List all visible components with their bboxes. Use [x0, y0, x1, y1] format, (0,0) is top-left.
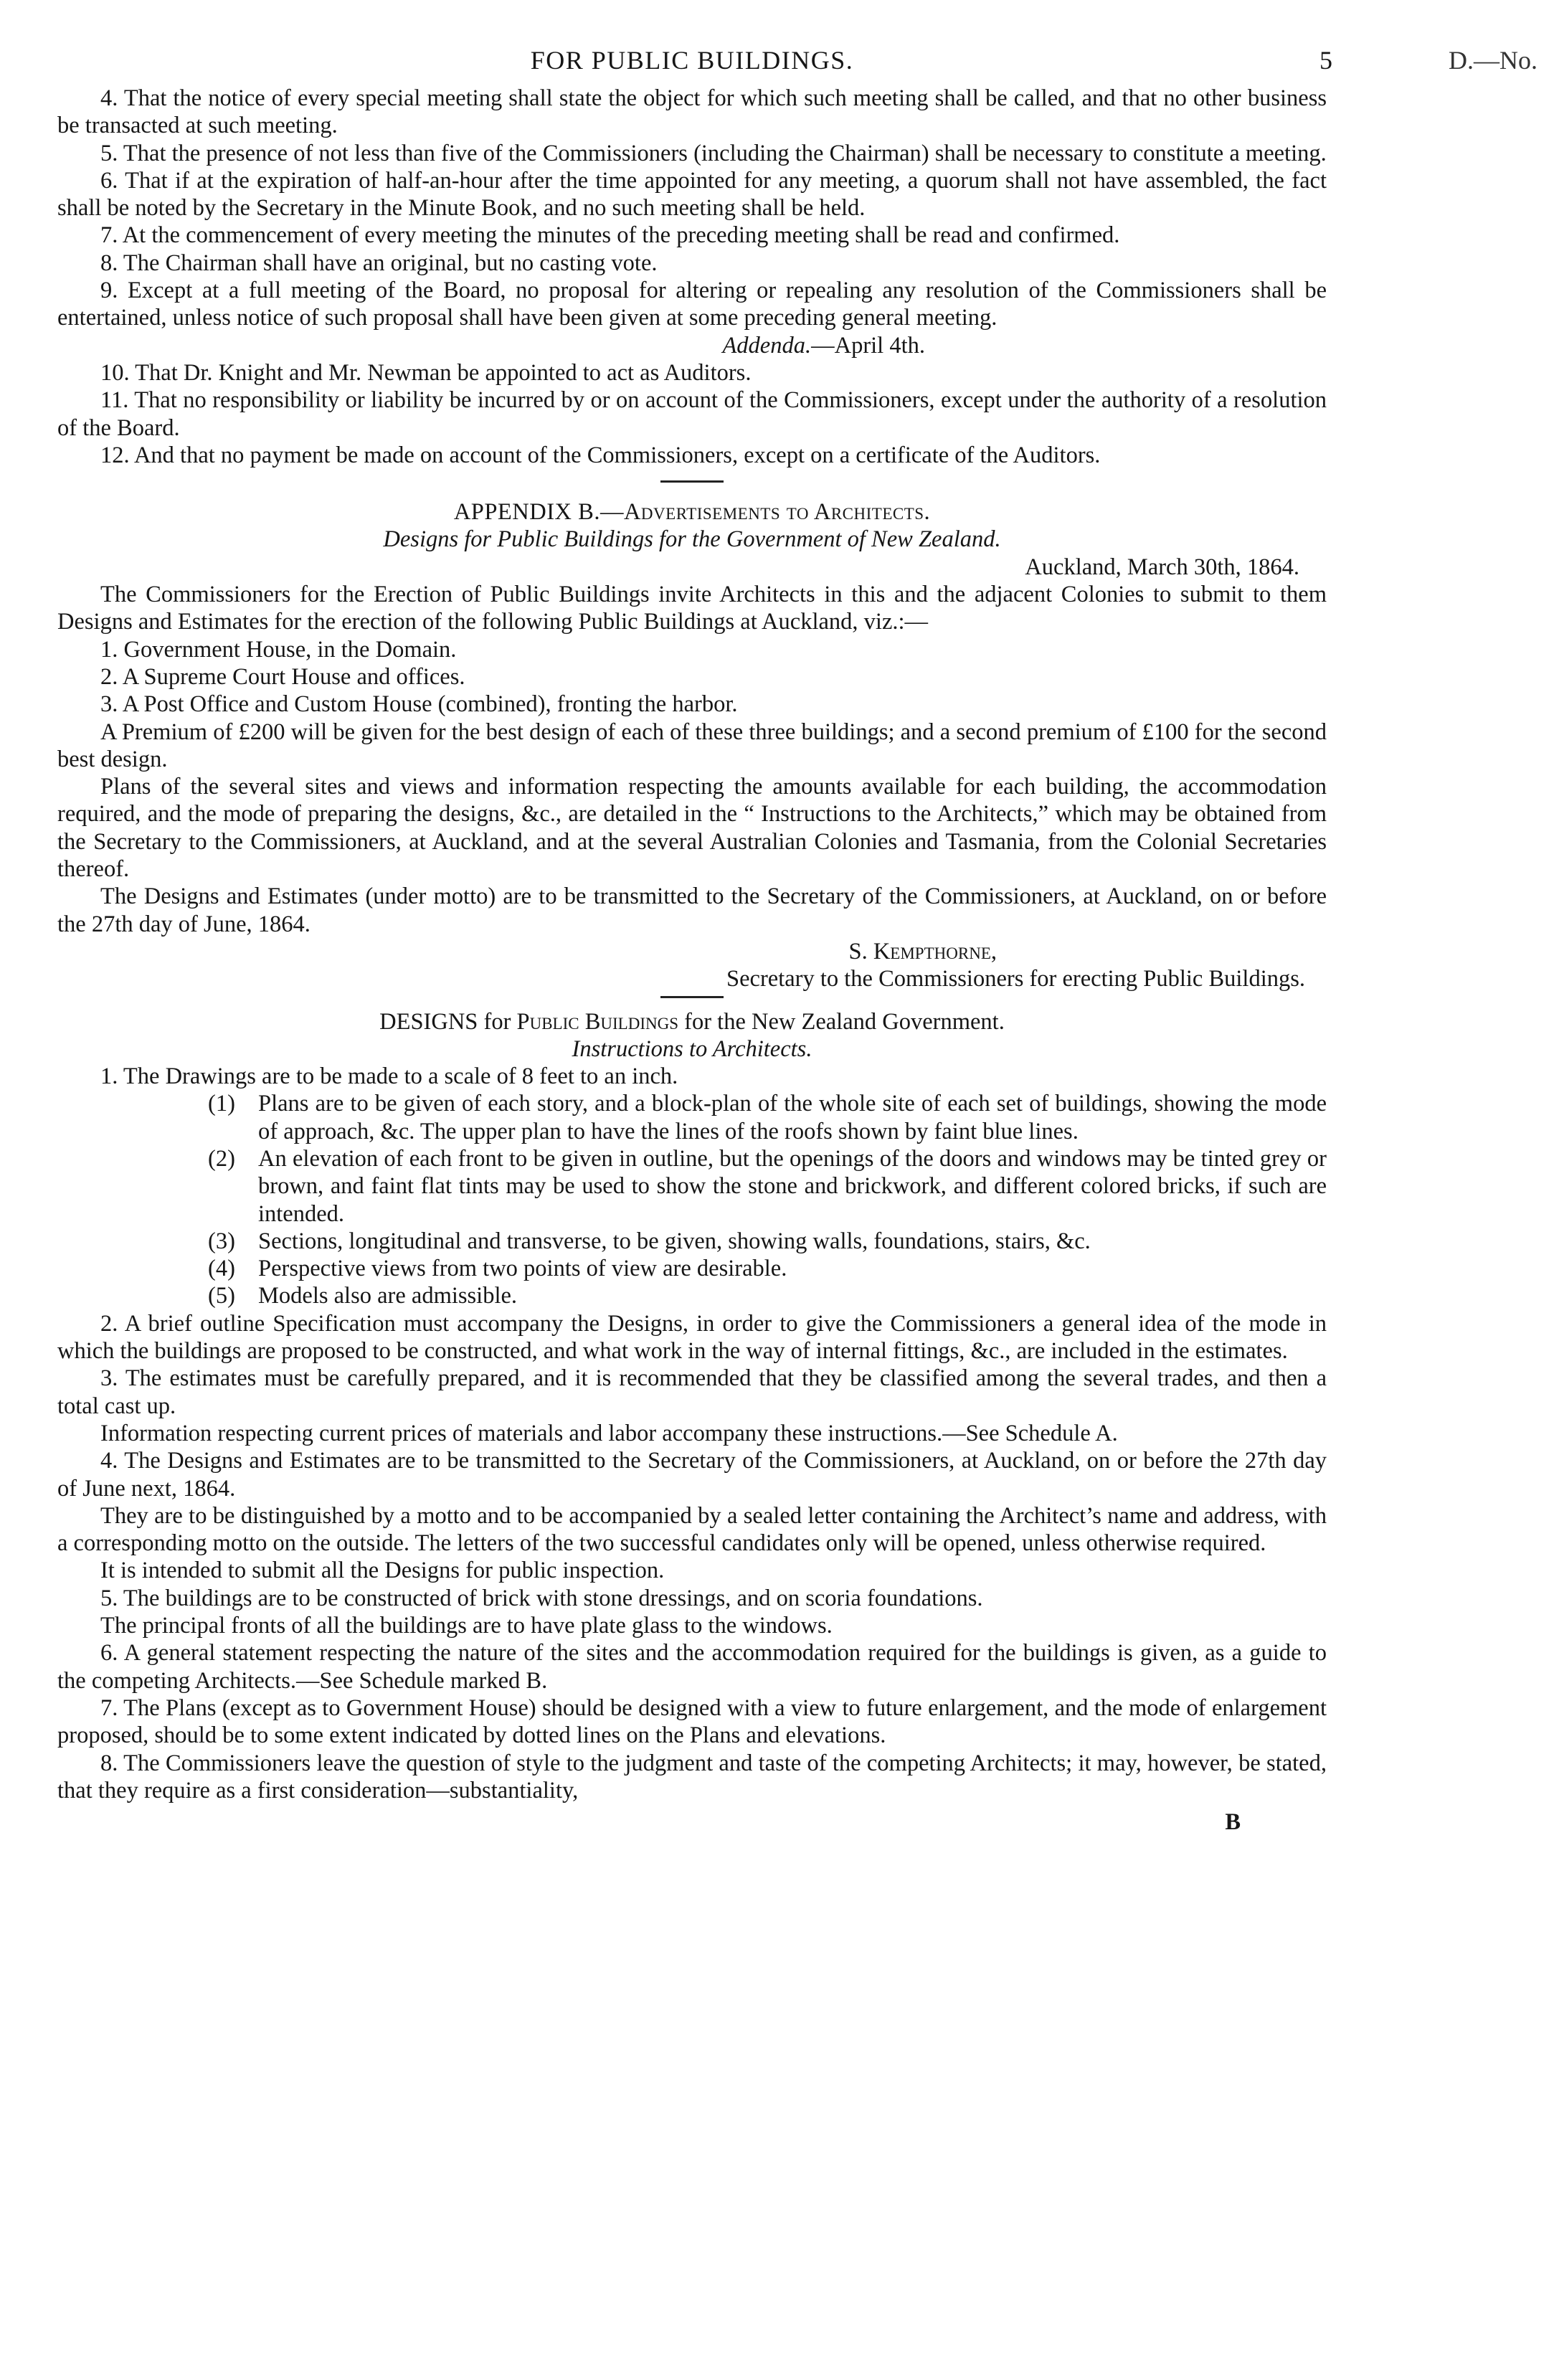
building-list-item: 2. A Supreme Court House and offices. [100, 663, 465, 690]
appendix-paragraph: A Premium of £200 will be given for the best design of each of these three buildings; and a second premium of £100 for the second best design. [57, 719, 1327, 772]
instructions-heading [57, 1008, 1327, 1035]
instruction-paragraph: The principal fronts of all the buildings are to have plate glass to the windows. [100, 1613, 833, 1639]
header-title: FOR PUBLIC BUILDINGS. [530, 46, 854, 75]
building-list-item: 1. Government House, in the Domain. [100, 636, 457, 663]
addenda-heading [57, 332, 1327, 359]
addenda-label: Addenda. [722, 332, 812, 359]
addenda-date: —April 4th. [811, 332, 925, 359]
subitem-number: (1) [208, 1091, 235, 1117]
instructions-heading-a: DESIGNS for [379, 1008, 517, 1035]
appendix-subtitle: Designs for Public Buildings for the Government of New Zealand. [383, 526, 1001, 553]
appendix-intro: The Commissioners for the Erection of Public Buildings invite Architects in this and the adjacent Colonies to submit to them Designs and Estimates for the erection of the following Public Buildings at Auckland, viz.:— [57, 582, 1327, 635]
subitem-text: Plans are to be given of each story, and a block-plan of the whole site of each set of buildings, showing the mode of approach, &c. The upper plan to have the lines of the roofs shown by faint blue lines. [258, 1091, 1327, 1144]
instruction-paragraph: 6. A general statement respecting the nature of the sites and the accommodation required for the buildings is given, as a guide to the competing Architects.—See Schedule marked B. [57, 1640, 1327, 1694]
instruction-paragraph: 2. A brief outline Specification must accompany the Designs, in order to give the Commissioners a general idea of the mode in which the buildings are proposed to be constructed, and what work in the way of internal fittings, &c., are included in the estimates. [57, 1310, 1327, 1365]
section-divider [660, 480, 724, 483]
instructions-heading-b: Public Buildings [516, 1008, 679, 1035]
appendix-dateline: Auckland, March 30th, 1864. [1025, 554, 1299, 580]
rule-paragraph: 9. Except at a full meeting of the Board, no proposal for altering or repealing any resolution of the Commissioners shall be entertained, unless notice of such proposal shall have been given at some preceding general meeting. [57, 278, 1327, 331]
instruction-paragraph: 4. The Designs and Estimates are to be transmitted to the Secretary of the Commissioners, at Auckland, on or before the 27th day of June next, 1864. [57, 1448, 1327, 1502]
appendix-heading-prefix: APPENDIX B. [453, 499, 600, 526]
rule-paragraph: 4. That the notice of every special meeting shall state the object for which such meeting shall be called, and that no other business be transacted at such meeting. [57, 85, 1327, 139]
rule-paragraph: 8. The Chairman shall have an original, but no casting vote. [100, 250, 658, 276]
subitem-number: (5) [208, 1283, 235, 1309]
appendix-paragraph: Plans of the several sites and views and information respecting the amounts available for each building, the accommodation required, and the mode of preparing the designs, &c., are detailed in the “ Instructions to the Architects,” which may be obtained from the Secretary to the Commissioners, at Auckland, and at the several Australian Colonies and Tasmania, from the Colonial Secretaries thereof. [57, 774, 1327, 883]
subitem-text: An elevation of each front to be given in outline, but the openings of the doors and windows may be tinted grey or brown, and faint flat tints may be used to show the stone and brickwork, and different colored bricks, if such are intended. [258, 1145, 1327, 1227]
signature-title: Secretary to the Commissioners for erecting Public Buildings. [726, 966, 1305, 992]
instruction-paragraph: 8. The Commissioners leave the question of style to the judgment and taste of the competing Architects; it may, however, be stated, that they require as a first consideration—substantiality, [57, 1750, 1327, 1803]
rule-paragraph: 7. At the commencement of every meeting the minutes of the preceding meeting shall be read and confirmed. [100, 222, 1120, 249]
instruction-item: 1. The Drawings are to be made to a scale of 8 feet to an inch. [100, 1063, 678, 1090]
building-list-item: 3. A Post Office and Custom House (combined), fronting the harbor. [100, 691, 738, 718]
section-divider [660, 996, 724, 998]
document-reference: D.—No. [1449, 46, 1537, 75]
running-header [57, 43, 1537, 77]
signature-name: S. Kempthorne, [848, 938, 997, 964]
subitem-text: Perspective views from two points of view are desirable. [258, 1256, 787, 1282]
standing-orders [57, 85, 1327, 469]
appendix-paragraph: The Designs and Estimates (under motto) are to be transmitted to the Secretary of the Commissioners, at Auckland, on or before the 27th day of June, 1864. [57, 883, 1327, 937]
page-number: 5 [1319, 46, 1332, 75]
instruction-paragraph: 5. The buildings are to be constructed of brick with stone dressings, and on scoria foundations. [100, 1585, 983, 1611]
instruction-paragraph: It is intended to submit all the Designs for public inspection. [100, 1558, 665, 1584]
instruction-paragraph: 7. The Plans (except as to Government House) should be designed with a view to future enlargement, and the mode of enlargement proposed, should be to some extent indicated by dotted lines on the Plans and elevations. [57, 1694, 1327, 1749]
drawing-subitem [57, 1090, 1327, 1145]
subitem-text: Sections, longitudinal and transverse, to be given, showing walls, foundations, stairs, &c. [258, 1228, 1091, 1254]
appendix-heading-suffix: —Advertisements to Architects. [600, 499, 931, 526]
subitem-number: (2) [208, 1145, 235, 1172]
drawing-subitem [57, 1255, 1327, 1282]
instructions-to-architects [57, 1008, 1327, 1805]
instructions-subtitle: Instructions to Architects. [572, 1035, 812, 1062]
addenda-paragraph: 10. That Dr. Knight and Mr. Newman be appointed to act as Auditors. [100, 359, 752, 386]
subitem-number: (4) [208, 1256, 235, 1282]
subitem-number: (3) [208, 1228, 235, 1254]
subitem-text: Models also are admissible. [258, 1283, 518, 1309]
drawing-subitem [57, 1228, 1327, 1255]
drawing-subitem [57, 1145, 1327, 1228]
instructions-heading-c: for the New Zealand Government. [678, 1008, 1005, 1035]
addenda-paragraph: 11. That no responsibility or liability be incurred by or on account of the Commissioners, except under the authority of a resolution of the Board. [57, 387, 1327, 441]
appendix-heading [57, 498, 1327, 526]
signature-mark: B [1225, 1809, 1241, 1836]
appendix-b [57, 498, 1327, 992]
instruction-paragraph: 3. The estimates must be carefully prepared, and it is recommended that they be classified among the several trades, and then a total cast up. [57, 1365, 1327, 1419]
rule-paragraph: 5. That the presence of not less than five of the Commissioners (including the Chairman) shall be necessary to constitute a meeting. [100, 140, 1327, 166]
instruction-paragraph: Information respecting current prices of materials and labor accompany these instructions.—See Schedule A. [100, 1420, 1118, 1446]
document-page [57, 43, 1537, 1836]
addenda-paragraph: 12. And that no payment be made on account of the Commissioners, except on a certificate of the Auditors. [100, 442, 1101, 468]
rule-paragraph: 6. That if at the expiration of half-an-hour after the time appointed for any meeting, a quorum shall not have assembled, the fact shall be noted by the Secretary in the Minute Book, and no such meeting shall be held. [57, 167, 1327, 222]
drawing-subitem [57, 1282, 1327, 1309]
instruction-paragraph: They are to be distinguished by a motto and to be accompanied by a sealed letter containing the Architect’s name and address, with a corresponding motto on the outside. The letters of the two successful candidates only will be opened, unless otherwise required. [57, 1502, 1327, 1557]
